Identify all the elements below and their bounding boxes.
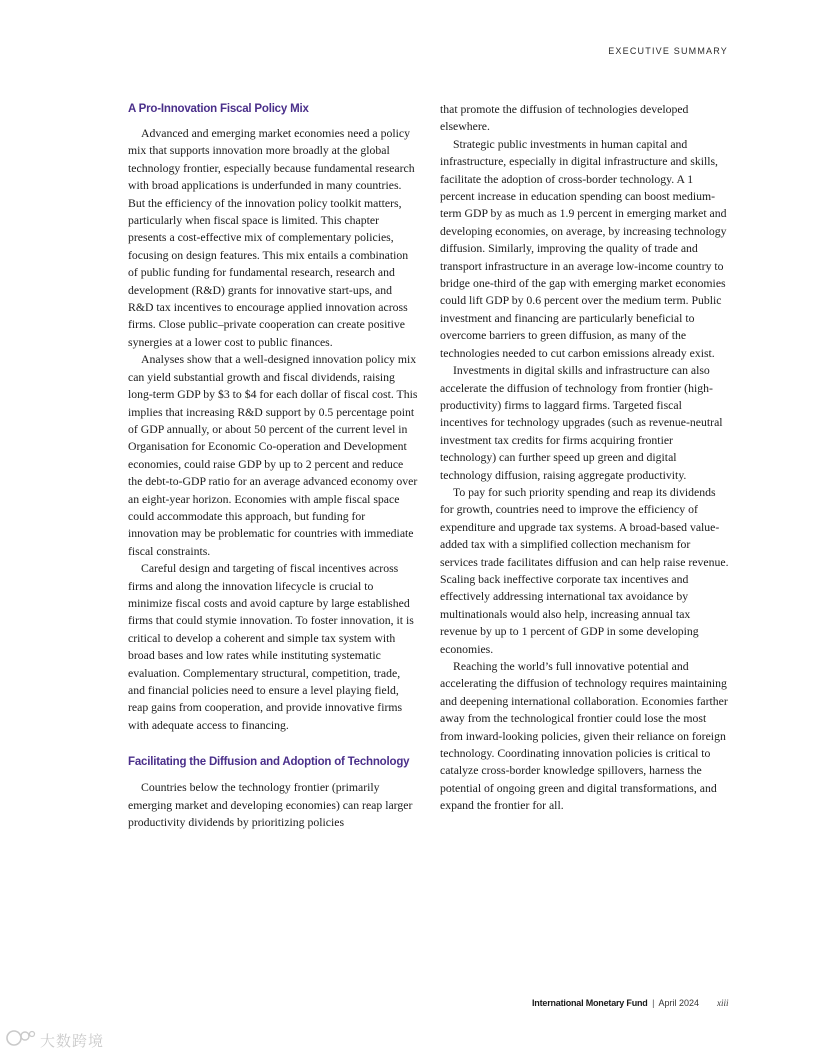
- footer-separator: |: [652, 998, 655, 1008]
- paragraph: Strategic public investments in human capital and infrastructure, especially in digital infrastructure and skills, facilitate the adoption of cross-border technology. A 1 percent increase in education spending can boost medium-term GDP by as much as 1.9 percent in emerging market and developing economies, on average, by increasing technology diffusion. Similarly, improving the quality of trade and transport infrastructure in an average low-income country to bridge one-third of the gap with emerging market economies could lift GDP by 0.6 percent over the medium term. Public investment and financing are particularly beneficial to overcome barriers to green diffusion, as many of the technologies needed to cut carbon emissions already exist.: [440, 137, 727, 360]
- left-column: [128, 101, 418, 831]
- section-heading-diffusion-adoption: Facilitating the Diffusion and Adoption of Technology: [128, 756, 410, 769]
- paragraph: Countries below the technology frontier (primarily emerging market and developing economies) can reap larger productivity dividends by prioritizing policies: [128, 781, 413, 830]
- paragraph: Analyses show that a well-designed innovation policy mix can yield substantial growth and fiscal dividends, raising long-term GDP by $3 to $4 for each dollar of fiscal cost. This implies that increasing R&D support by 0.5 percentage point of GDP annually, or about 50 percent of the current level in Organisation for Economic Co-operation and Development economies, could raise GDP by up to 2 percent and reduce the debt-to-GDP ratio for an average advanced economy over an eight-year horizon. Economies with ample fiscal space could accommodate this approach, but funding for innovation may be problematic for countries with immediate fiscal constraints.: [128, 353, 418, 558]
- watermark-text: 大数跨境: [40, 1032, 105, 1050]
- paragraph: To pay for such priority spending and reap its dividends for growth, countries need to improve the efficiency of expenditure and upgrade tax systems. A broad-based value-added tax with a simplified collection mechanism for services trade facilitates diffusion and can help raise revenue. Scaling back ineffective corporate tax incentives and effectively addressing international tax avoidance by multinationals would also help, increasing annual tax revenue by up to 1 percent of GDP in some developing economies.: [440, 485, 729, 656]
- page-number: xiii: [717, 998, 729, 1008]
- running-head: EXECUTIVE SUMMARY: [608, 46, 728, 56]
- watermark-logo-icon: [6, 1028, 36, 1053]
- paragraph: Investments in digital skills and infrastructure can also accelerate the diffusion of technology from frontier (high-productivity) firms to laggard firms. Targeted fiscal incentives for technology upgrades (such as revenue-neutral investment tax credits for firms acquiring frontier technology) can further speed up green and digital technology diffusion, raising aggregate productivity.: [440, 364, 723, 482]
- section-heading-fiscal-policy-mix: A Pro-Innovation Fiscal Policy Mix: [128, 103, 309, 115]
- paragraph: Advanced and emerging market economies need a policy mix that supports innovation more broadly at the global technology frontier, especially because fundamental research with broad applications is underfunded in many countries. But the efficiency of the innovation policy toolkit matters, particularly when fiscal space is limited. This chapter presents a cost-effective mix of complementary policies, focusing on design features. This mix entails a combination of public funding for fundamental research, research and development (R&D) grants for innovative start-ups, and R&D tax incentives to encourage applied innovation across firms. Close public–private cooperation can create positive synergies at a lower cost to public finances.: [128, 127, 415, 349]
- paragraph: Careful design and targeting of fiscal incentives across firms and along the innovation lifecycle is crucial to minimize fiscal costs and avoid capture by large established firms that could stymie innovation. To foster innovation, it is critical to develop a coherent and simple tax system with broad bases and low rates while instituting systematic evaluation. Complementary structural, competition, trade, and financial policies need to ensure a level playing field, reap gains from cooperation, and provide innovative firms with adequate access to financing.: [128, 562, 414, 732]
- footer-organization: International Monetary Fund: [532, 998, 648, 1008]
- watermark: [6, 1028, 104, 1053]
- right-column: [440, 101, 730, 815]
- paragraph: Reaching the world’s full innovative potential and accelerating the diffusion of technology requires maintaining and deepening international collaboration. Economies farther away from the technological frontier could lose the most from inward-looking policies, given their reliance on foreign technology. Coordinating innovation policies is critical to catalyze cross-border knowledge spillovers, harness the potential of ongoing green and digital transformations, and expand the frontier for all.: [440, 660, 728, 813]
- footer-date: April 2024: [658, 998, 700, 1008]
- paragraph-continued: that promote the diffusion of technologies developed elsewhere.: [440, 103, 689, 134]
- page-footer: [532, 998, 729, 1008]
